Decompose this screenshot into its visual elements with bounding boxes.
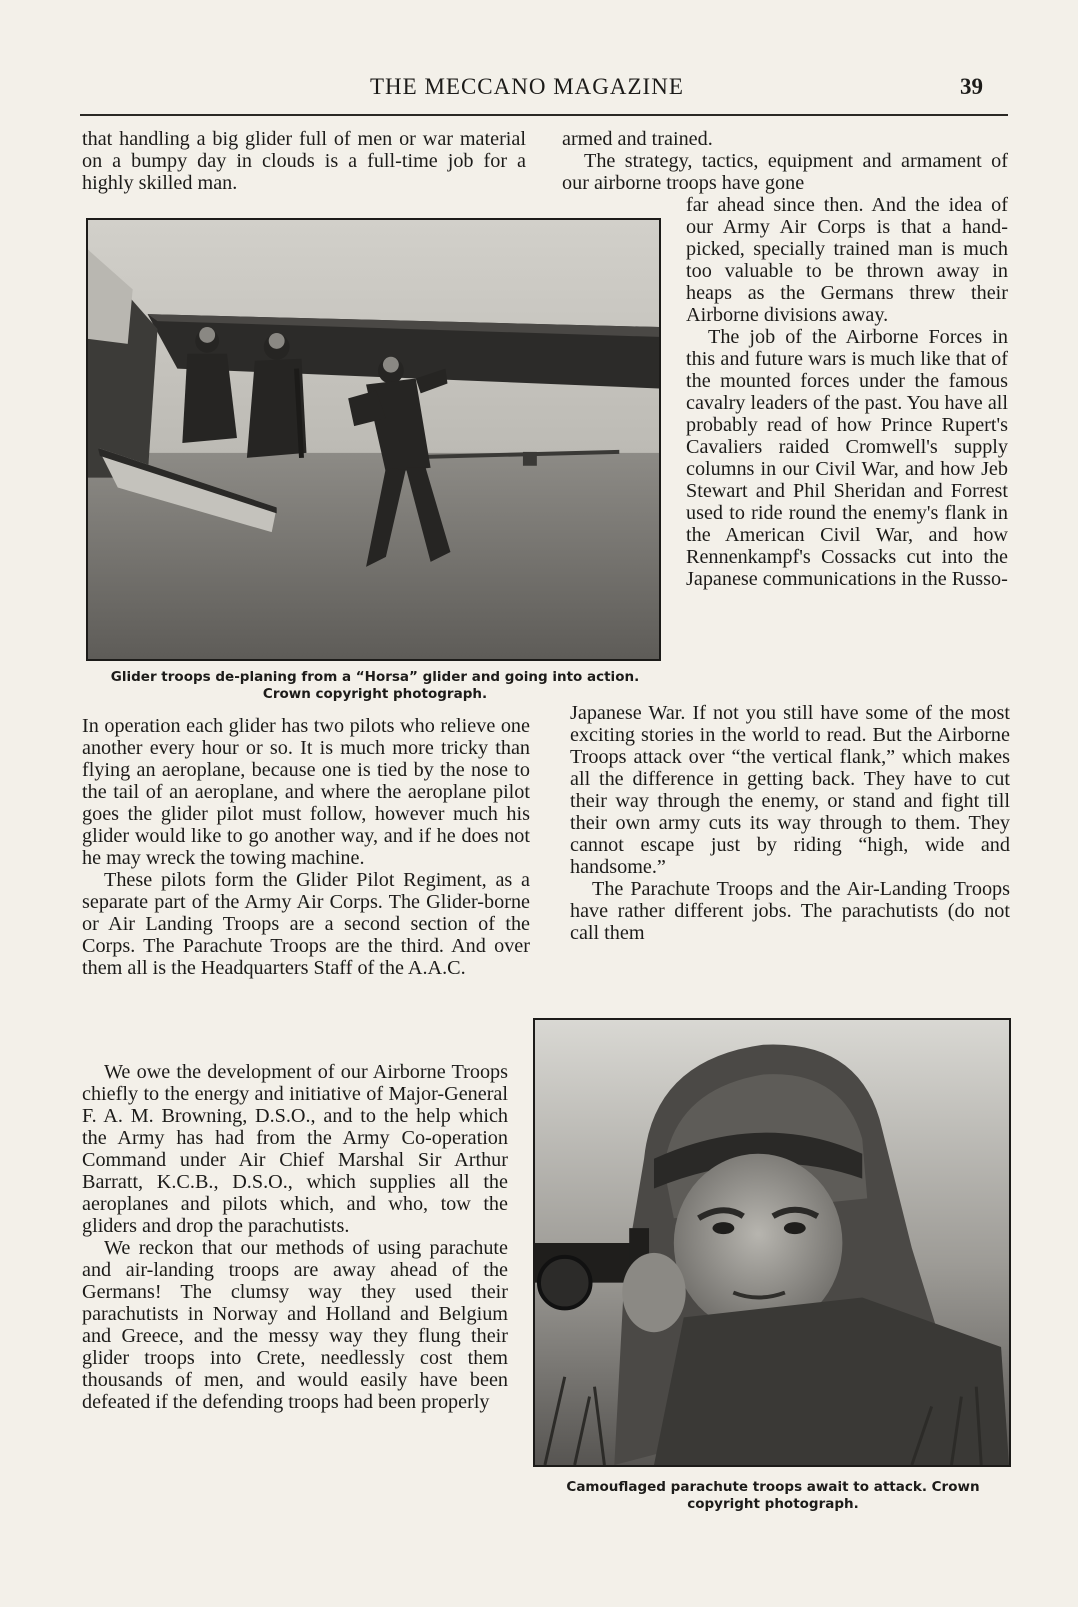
magazine-title: THE MECCANO MAGAZINE [370, 74, 684, 99]
photo2-caption-line1: Camouflaged parachute troops await to attack. Crown [566, 1479, 980, 1495]
right-column-top [562, 128, 1008, 194]
right-para1-side: far ahead since then. And the idea of our Army Air Corps is that a hand-picked, specially trained man is much too valuable to be thrown away in heaps as the Germans threw their Airborne divisions away. [686, 194, 1008, 326]
right-para3: The Parachute Troops and the Air-Landing Troops have rather different jobs. The parachutists (do not call them [570, 878, 1010, 944]
glider-troops-illustration [88, 220, 659, 659]
photo1-caption-line2: Crown copyright photograph. [262, 686, 488, 702]
glider-troops-photo [86, 218, 661, 661]
left-para4: We reckon that our methods of using parachute and air-landing troops are away ahead of the Germans! The clumsy way they used their parachutists in Norway and Holland and Belgium and Greece, and the messy way they flung their glider troops into Crete, needlessly cost them thousands of men, and would easily have been defeated if the defending troops had been properly [82, 1237, 508, 1413]
page-header [0, 74, 1078, 114]
left-column-narrow [82, 1061, 508, 1413]
left-top-paragraph: that handling a big glider full of men or war material on a bumpy day in clouds is a full-time job for a highly skilled man. [82, 128, 526, 194]
left-para1: In operation each glider has two pilots who relieve one another every hour or so. It is much more tricky than flying an aeroplane, because one is tied by the nose to the tail of an aeroplane, and where the aeroplane pilot goes the glider pilot must follow, however much his glider would like to go another way, and if he does not he may wreck the towing machine. [82, 715, 530, 869]
left-para3: We owe the development of our Airborne Troops chiefly to the energy and initiative of Major-General F. A. M. Browning, D.S.O., and to the help which the Army has had from the Army Co-operation Command under Air Chief Marshal Sir Arthur Barratt, K.C.B., D.S.O., which supplies all the aeroplanes and pilots which, and who, tow the gliders and drop the parachutists. [82, 1061, 508, 1237]
right-para2-continued: Japanese War. If not you still have some of the most exciting stories in the world to read. But the Airborne Troops attack over “the vertical flank,” which makes all the difference in getting back. They have to cut their way through the enemy, or stand and fight till their own army cuts its way through to them. They cannot escape just by riding “high, wide and handsome.” [570, 702, 1010, 878]
photo2-caption [532, 1479, 1014, 1513]
right-para2-side: The job of the Airborne Forces in this and future wars is much like that of the mounted forces under the famous cavalry leaders of the past. You have all probably read of how Prince Rupert's Cavaliers raided Cromwell's supply columns in our Civil War, and how Jeb Stewart and Phil Sheridan and Forrest used to ride round the enemy's flank in the American Civil War, and how Rennenkampf's Cossacks cut into the Japanese communications in the Russo- [686, 326, 1008, 590]
photo2-caption-line2: copyright photograph. [687, 1496, 859, 1512]
right-column-side [686, 194, 1008, 590]
right-top-line: armed and trained. [562, 128, 713, 150]
photo1-caption [88, 669, 662, 703]
header-rule [80, 114, 1008, 116]
left-column-top [82, 128, 526, 194]
left-column-bottom [82, 715, 530, 979]
parachutist-illustration [535, 1020, 1009, 1465]
page-number: 39 [960, 74, 983, 99]
parachutist-photo [533, 1018, 1011, 1467]
photo1-caption-line1: Glider troops de-planing from a “Horsa” glider and going into action. [110, 669, 640, 685]
right-para1-start: The strategy, tactics, equipment and armament of our airborne troops have gone [562, 150, 1008, 194]
left-para2: These pilots form the Glider Pilot Regiment, as a separate part of the Army Air Corps. The Glider-borne or Air Landing Troops are a second section of the Corps. The Parachute Troops are the third. And over them all is the Headquarters Staff of the A.A.C. [82, 869, 530, 979]
right-column-middle [570, 702, 1010, 944]
